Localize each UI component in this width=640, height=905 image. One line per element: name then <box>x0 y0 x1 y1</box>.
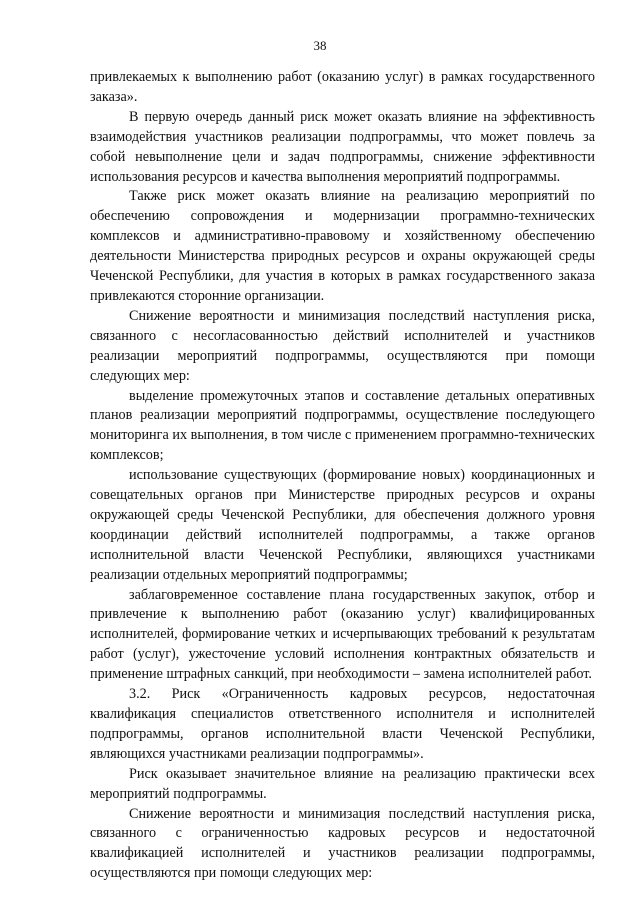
paragraph-risk-3-2: 3.2. Риск «Ограниченность кадровых ресурсов, недостаточная квалификация специалистов ответственного исполнителя и исполнителей подпрограммы, органов исполнительной власти Чеченской Республики, являющихся участниками реализации подпрограммы». <box>90 686 595 762</box>
paragraph-mitigation-intro: Снижение вероятности и минимизация последствий наступления риска, связанного с несогласованностью действий исполнителей и участников реализации мероприятий подпрограммы, осуществляются при помощи следующих мер: <box>90 307 595 384</box>
measure-item-procurement: заблаговременное составление плана государственных закупок, отбор и привлечение к выполнению работ (оказанию услуг) квалифицированных исполнителей, формирование четких и исчерпывающих требований к результатам работ (услуг), ужесточение условий исполнения контрактных обязательств и применение штрафных санкций, при необходимости – замена исполнителей работ. <box>90 586 595 683</box>
page-number: 38 <box>313 38 327 53</box>
paragraph-continuation: привлекаемых к выполнению работ (оказанию услуг) в рамках государственного заказа». <box>90 69 595 105</box>
measure-item-coordination: использование существующих (формирование новых) координационных и совещательных органов при Министерстве природных ресурсов и охраны окружающей среды Чеченской Республики, для обеспечения должного уровня координации действий исполнителей подпрограммы, а также органов исполнительной власти Чеченской Республики, являющихся участниками реализации отдельных мероприятий подпрограммы; <box>90 467 595 583</box>
document-body <box>90 68 595 884</box>
paragraph-risk-support: Также риск может оказать влияние на реализацию мероприятий по обеспечению сопровождения и модернизации программно-технических комплексов и административно-правовому и хозяйственному обеспечению деятельности Министерства природных ресурсов и охраны окружающей среды Чеченской Республики, для участия в которых в рамках государственного заказа привлекаются сторонние организации. <box>90 188 595 304</box>
measure-item-stages: выделение промежуточных этапов и составление детальных оперативных планов реализации мероприятий подпрограммы, осуществление последующего мониторинга их выполнения, в том числе с применением программно-технических комплексов; <box>90 387 595 464</box>
paragraph-risk-impact: В первую очередь данный риск может оказать влияние на эффективность взаимодействия участников реализации подпрограммы, что может повлечь за собой невыполнение цели и задач подпрограммы, снижение эффективности использования ресурсов и качества выполнения мероприятий подпрограммы. <box>90 108 595 185</box>
paragraph-mitigation-intro-2: Снижение вероятности и минимизация последствий наступления риска, связанного с ограниченностью кадровых ресурсов и недостаточной квалификацией исполнителей и участников реализации подпрограммы, осуществляются при помощи следующих мер: <box>90 805 595 882</box>
paragraph-risk-influence: Риск оказывает значительное влияние на реализацию практически всех мероприятий подпрограммы. <box>90 765 595 802</box>
